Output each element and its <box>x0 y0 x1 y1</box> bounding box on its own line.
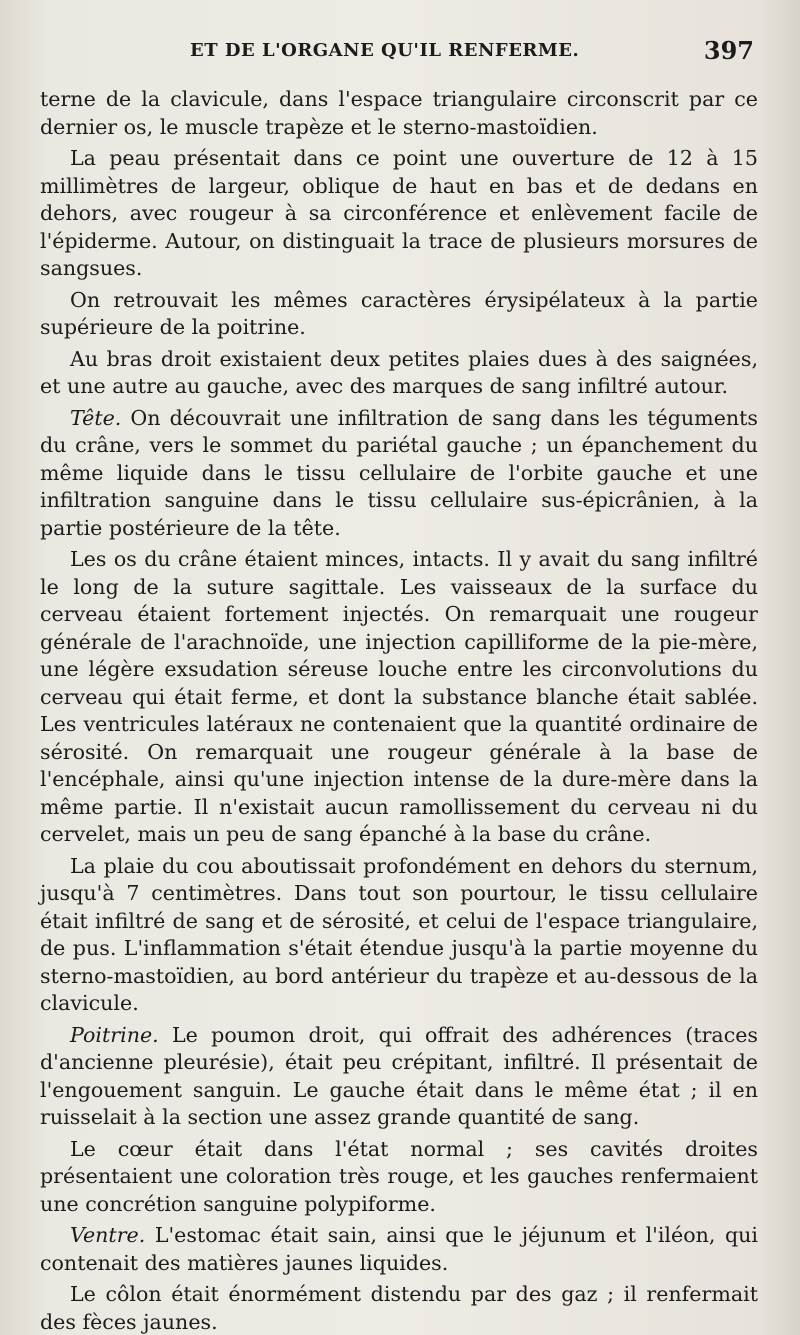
paragraph: terne de la clavicule, dans l'espace triangulaire circonscrit par ce dernier os, le muscle trapèze et le sterno-mastoïdien. <box>40 87 758 139</box>
section-heading-poitrine: Poitrine. <box>70 1022 159 1047</box>
paragraph: Le cœur était dans l'état normal ; ses cavités droites présentaient une coloration très rouge, et les gauches renfermaient une concrétion sanguine polypiforme. <box>40 1136 758 1216</box>
paragraph: La plaie du cou aboutissait profondément en dehors du sternum, jusqu'à 7 centimètres. Dans tout son pourtour, le tissu cellulaire était infiltré de sang et de sérosité, et celui de l'espace triangulaire, de pus. L'inflammation s'était étendue jusqu'à la partie moyenne du sterno-mastoïdien, au bord antérieur du trapèze et au-dessous de la clavicule. <box>40 853 758 1015</box>
paragraph: Poitrine. Le poumon droit, qui offrait des adhérences (traces d'ancienne pleurésie), était peu crépitant, infiltré. Il présentait de l'engouement sanguin. Le gauche était dans le même état ; il en ruisselait à la section une assez grande quantité de sang. <box>40 1022 758 1129</box>
page-number: 397 <box>703 36 754 65</box>
section-heading-ventre: Ventre. <box>70 1223 146 1247</box>
running-title: ET DE L'ORGANE QU'IL RENFERME. <box>190 40 580 61</box>
paragraph: Tête. On découvrait une infiltration de sang dans les téguments du crâne, vers le sommet du pariétal gauche ; un épanchement du même liquide dans le tissu cellulaire de l'orbite gauche et une infiltration sanguine dans le tissu cellulaire sus-épicrânien, à la partie postérieure de la tête. <box>40 405 758 540</box>
page-header <box>40 36 760 76</box>
paragraph: On retrouvait les mêmes caractères érysipélateux à la partie supérieure de la poitrine. <box>40 287 758 339</box>
section-heading-tete: Tête. <box>70 405 122 430</box>
paragraph: Le côlon était énormément distendu par des gaz ; il renfermait des fèces jaunes. <box>40 1282 758 1334</box>
paragraph: Les os du crâne étaient minces, intacts. Il y avait du sang infiltré le long de la suture sagittale. Les vaisseaux de la surface du cerveau étaient fortement injectés. On remarquait une rougeur générale de l'arachnoïde, une injection capilliforme de la pie-mère, une légère exsudation séreuse louche entre les circonvolutions du cerveau qui était ferme, et dont la substance blanche était sablée. Les ventricules latéraux ne contenaient que la quantité ordinaire de sérosité. On remarquait une rougeur générale à la base de l'encéphale, ainsi qu'une injection intense de la dure-mère dans la même partie. Il n'existait aucun ramollissement du cerveau ni du cervelet, mais un peu de sang épanché à la base du crâne. <box>40 547 758 846</box>
paragraph: Au bras droit existaient deux petites plaies dues à des saignées, et une autre au gauche, avec des marques de sang infiltré autour. <box>40 346 758 398</box>
paragraph: La peau présentait dans ce point une ouverture de 12 à 15 millimètres de largeur, oblique de haut en bas et de dedans en dehors, avec rougeur à sa circonférence et enlèvement facile de l'épiderme. Autour, on distinguait la trace de plusieurs morsures de sangsues. <box>40 146 758 280</box>
body-text <box>40 86 758 1335</box>
paragraph: Ventre. L'estomac était sain, ainsi que le jéjunum et l'iléon, qui contenait des matières jaunes liquides. <box>40 1223 758 1275</box>
